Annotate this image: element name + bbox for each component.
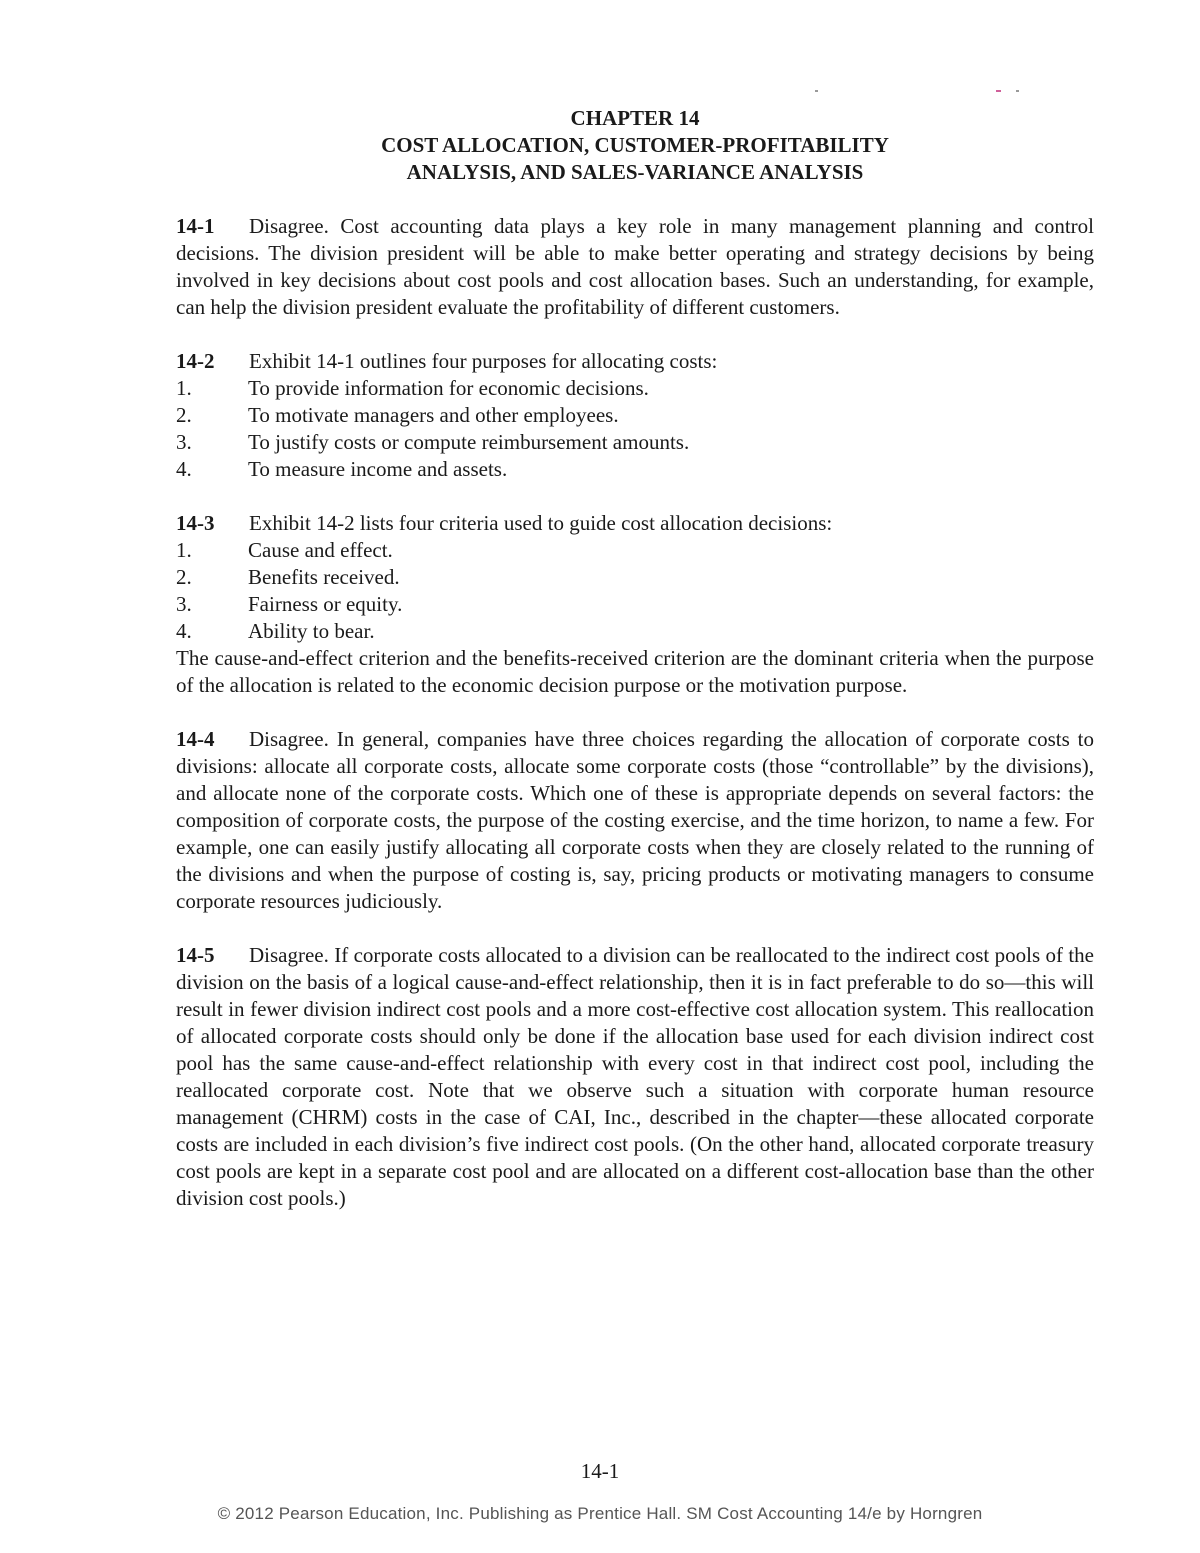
question-number: 14-5 (176, 943, 215, 967)
scan-mark-2 (996, 90, 1001, 92)
chapter-title-line-1: COST ALLOCATION, CUSTOMER-PROFITABILITY (381, 133, 889, 157)
answer-text: Disagree. In general, companies have three choices regarding the allocation of corporate costs to divisions: allocate all corporate costs, allocate some corporate costs (those “controllable” by the divisions), and allocate none of the corporate costs. Which one of these is appropriate depends on several factors: the composition of corporate costs, the purpose of the costing exercise, and the time horizon, to name a few. For example, one can easily justify allocating all corporate costs when they are closely related to the running of the divisions and when the purpose of costing is, say, pricing products or motivating managers to consume corporate resources judiciously. (176, 727, 1094, 913)
answer-14-5 (176, 942, 1094, 1212)
chapter-header (176, 105, 1094, 186)
question-number: 14-1 (176, 214, 215, 238)
chapter-number: CHAPTER 14 (570, 106, 700, 130)
answer-14-1 (176, 213, 1094, 321)
answer-14-3 (176, 510, 1094, 699)
answer-closing: The cause-and-effect criterion and the benefits-received criterion are the dominant criteria when the purpose of the allocation is related to the economic decision purpose or the motivation purpose. (176, 646, 1094, 697)
answer-intro: Exhibit 14-2 lists four criteria used to guide cost allocation decisions: (249, 511, 833, 535)
answer-14-4 (176, 726, 1094, 915)
answer-14-2 (176, 348, 1094, 483)
answer-text: Disagree. Cost accounting data plays a key role in many management planning and control decisions. The division president will be able to make better operating and strategy decisions by being involved in key decisions about cost pools and cost allocation bases. Such an understanding, for example, can help the division president evaluate the profitability of different customers. (176, 214, 1094, 319)
list-item: 1. Cause and effect. (176, 538, 393, 562)
question-number: 14-4 (176, 727, 215, 751)
page-number: 14-1 (580, 1459, 620, 1483)
criteria-list (176, 537, 1094, 645)
list-item: 3. Fairness or equity. (176, 592, 403, 616)
purposes-list (176, 375, 1094, 483)
document-page (176, 105, 1094, 1212)
list-item: 2. Benefits received. (176, 565, 400, 589)
list-item: 1. To provide information for economic decisions. (176, 376, 649, 400)
scan-mark-1 (815, 90, 818, 92)
list-item: 2. To motivate managers and other employees. (176, 403, 619, 427)
answer-intro: Exhibit 14-1 outlines four purposes for allocating costs: (249, 349, 718, 373)
list-item: 4. Ability to bear. (176, 619, 375, 643)
question-number: 14-2 (176, 349, 215, 373)
copyright-footer: © 2012 Pearson Education, Inc. Publishing as Prentice Hall. SM Cost Accounting 14/e by Horngren (217, 1504, 983, 1523)
scan-marks (0, 80, 1200, 100)
question-number: 14-3 (176, 511, 215, 535)
scan-mark-3 (1016, 90, 1019, 92)
list-item: 4. To measure income and assets. (176, 457, 508, 481)
list-item: 3. To justify costs or compute reimbursement amounts. (176, 430, 690, 454)
chapter-title-line-2: ANALYSIS, AND SALES-VARIANCE ANALYSIS (406, 160, 864, 184)
answer-text: Disagree. If corporate costs allocated to a division can be reallocated to the indirect cost pools of the division on the basis of a logical cause-and-effect relationship, then it is in fact preferable to do so—this will result in fewer division indirect cost pools and a more cost-effective cost allocation system. This reallocation of allocated corporate costs should only be done if the allocation base used for each division indirect cost pool has the same cause-and-effect relationship with every cost in that indirect cost pool, including the reallocated corporate cost. Note that we observe such a situation with corporate human resource management (CHRM) costs in the case of CAI, Inc., described in the chapter—these allocated corporate costs are included in each division’s five indirect cost pools. (On the other hand, allocated corporate treasury cost pools are kept in a separate cost pool and are allocated on a different cost-allocation base than the other division cost pools.) (176, 943, 1094, 1210)
